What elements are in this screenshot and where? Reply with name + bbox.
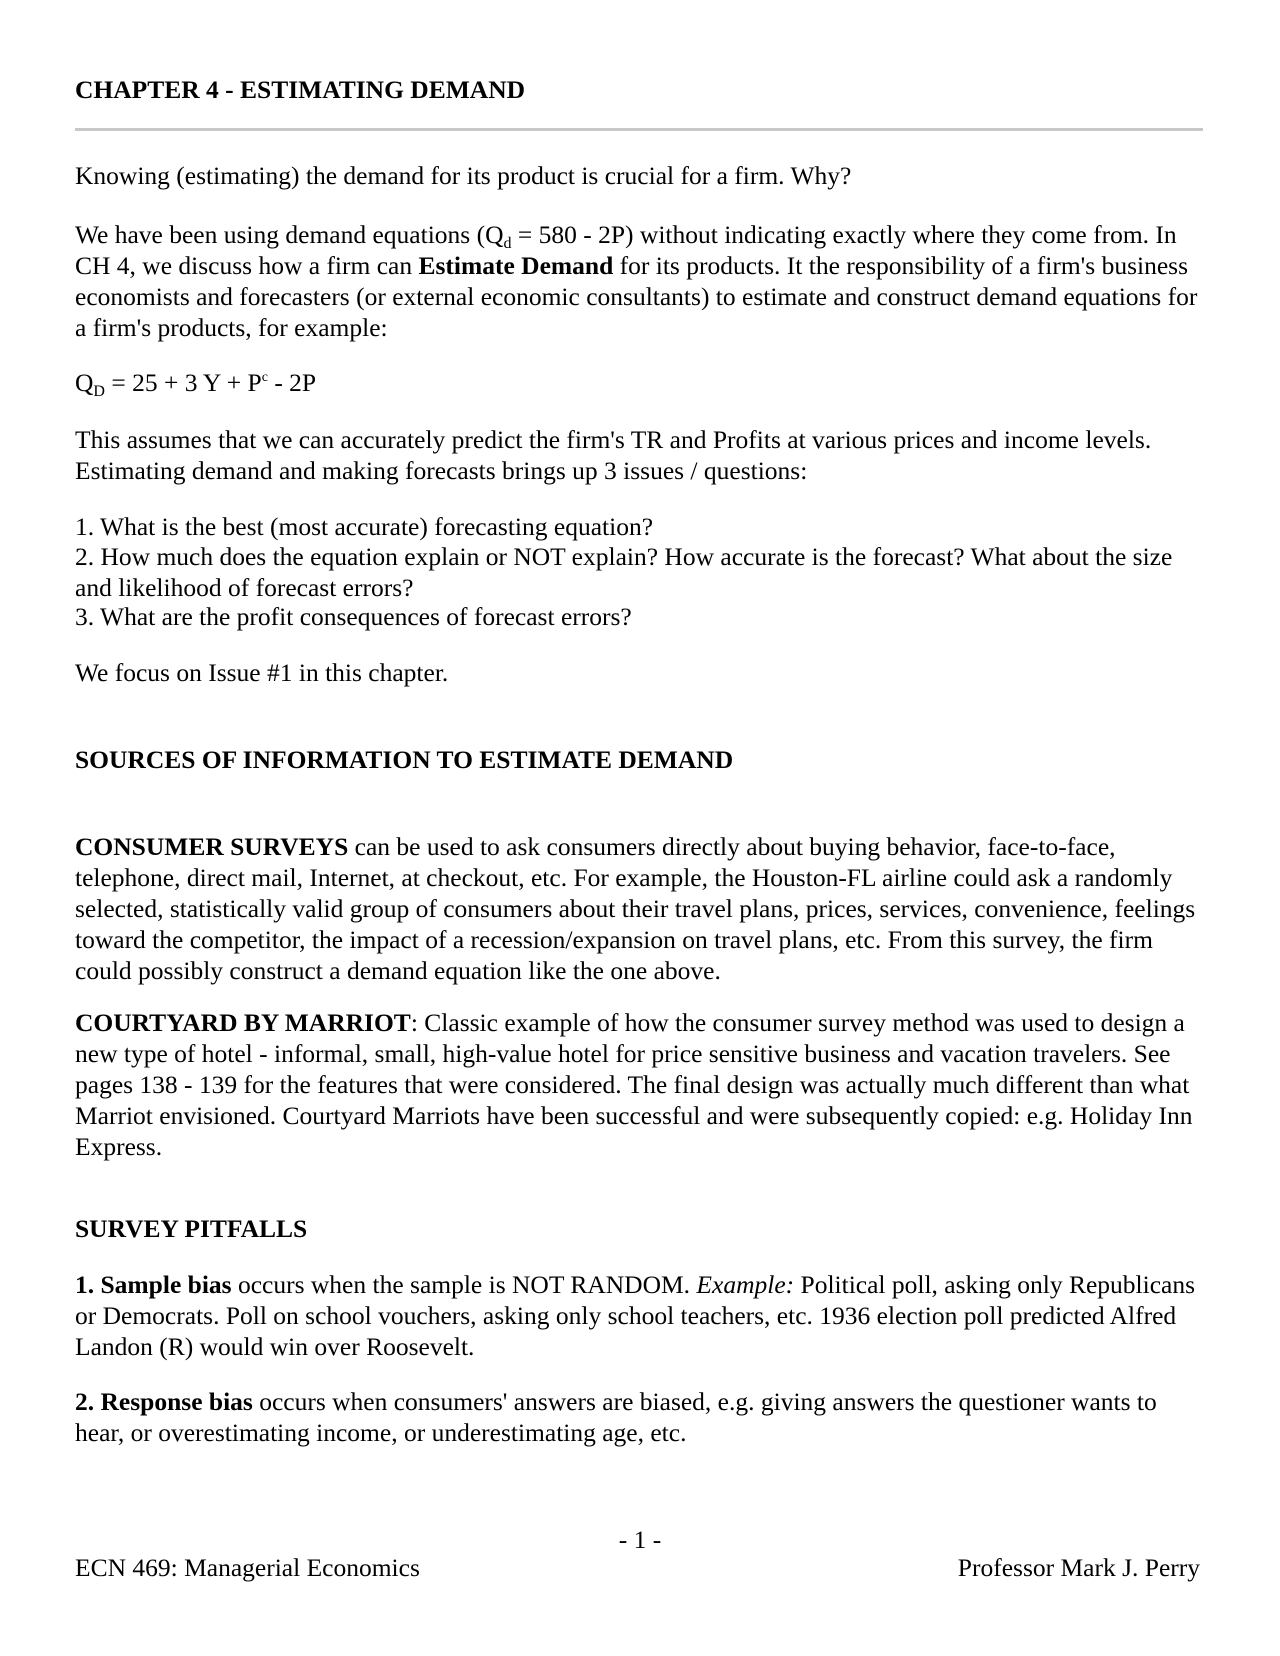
p1-text-c: for its products. It the responsibility of a firm's business economists and forecasters (or external economic consultants) to estimate and construct demand equations for a firm's products, for example: [75,251,1198,342]
sample-bias-paragraph [75,1269,1205,1362]
chapter-title: CHAPTER 4 - ESTIMATING DEMAND [75,75,526,104]
sample-bias-text-b: Political poll, asking only Republicans or Democrats. Poll on school vouchers, asking only school teachers, etc. 1936 election poll predicted Alfred Landon (R) would win over Roosevelt. [75,1270,1196,1361]
sources-heading: SOURCES OF INFORMATION TO ESTIMATE DEMAND [75,745,734,774]
qd-subscript: d [503,235,512,252]
estimate-demand-bold: Estimate Demand [418,251,614,280]
eq-q-subscript: D [93,383,105,400]
question-1: 1. What is the best (most accurate) forecasting equation? [75,512,654,541]
eq-end: - 2P [267,368,317,397]
demand-equation [75,367,1205,398]
sample-bias-text-a: occurs when the sample is NOT RANDOM. [231,1270,697,1299]
p1-text-a: We have been using demand equations (Q [75,220,504,249]
courtyard-paragraph [75,1007,1205,1162]
response-bias-bold: 2. Response bias [75,1387,253,1416]
focus-paragraph: We focus on Issue #1 in this chapter. [75,658,449,687]
courtyard-text: : Classic example of how the consumer survey method was used to design a new type of hotel - informal, small, high-value hotel for price sensitive business and vacation travelers. See pages 138 - 139 for the features that were considered. The final design was actually much different than what Marriot envisioned. Courtyard Marriots have been successful and were subsequently copied: e.g. Holiday Inn Express. [75,1008,1193,1161]
intro-paragraph: Knowing (estimating) the demand for its product is crucial for a firm. Why? [75,161,852,190]
p1-text-b: = 580 - 2P) without indicating exactly where they come from. In CH 4, we discuss how a firm can [75,220,1177,280]
eq-middle: = 25 + 3 Y + P [104,368,262,397]
courtyard-bold: COURTYARD BY MARRIOT [75,1008,411,1037]
demand-equations-paragraph [75,219,1205,343]
eq-p-superscript: c [261,370,268,385]
pitfalls-heading: SURVEY PITFALLS [75,1214,308,1243]
assumption-paragraph: This assumes that we can accurately predict the firm's TR and Profits at various prices and income levels. Estimating demand and making forecasts brings up 3 issues / questions: [75,425,1152,485]
response-bias-paragraph [75,1386,1205,1448]
consumer-surveys-bold: CONSUMER SURVEYS [75,832,349,861]
response-bias-text: occurs when consumers' answers are biased, e.g. giving answers the questioner wants to hear, or overestimating income, or underestimating age, etc. [75,1387,1157,1447]
question-2: 2. How much does the equation explain or NOT explain? How accurate is the forecast? What about the size and likelihood of forecast errors? [75,542,1173,602]
eq-q: Q [75,368,94,397]
page-number: - 1 - [618,1525,662,1554]
consumer-surveys-text: can be used to ask consumers directly about buying behavior, face-to-face, telephone, direct mail, Internet, at checkout, etc. For example, the Houston-FL airline could ask a randomly selected, statistically valid group of consumers about their travel plans, prices, services, convenience, feelings toward the competitor, the impact of a recession/expansion on travel plans, etc. From this survey, the firm could possibly construct a demand equation like the one above. [75,832,1196,985]
title-divider [75,128,1203,131]
consumer-surveys-paragraph [75,831,1205,986]
footer-course: ECN 469: Managerial Economics [75,1553,420,1582]
sample-bias-bold: 1. Sample bias [75,1270,232,1299]
footer-author: Professor Mark J. Perry [957,1553,1200,1582]
question-3: 3. What are the profit consequences of forecast errors? [75,602,632,631]
example-italic: Example: [696,1270,795,1299]
